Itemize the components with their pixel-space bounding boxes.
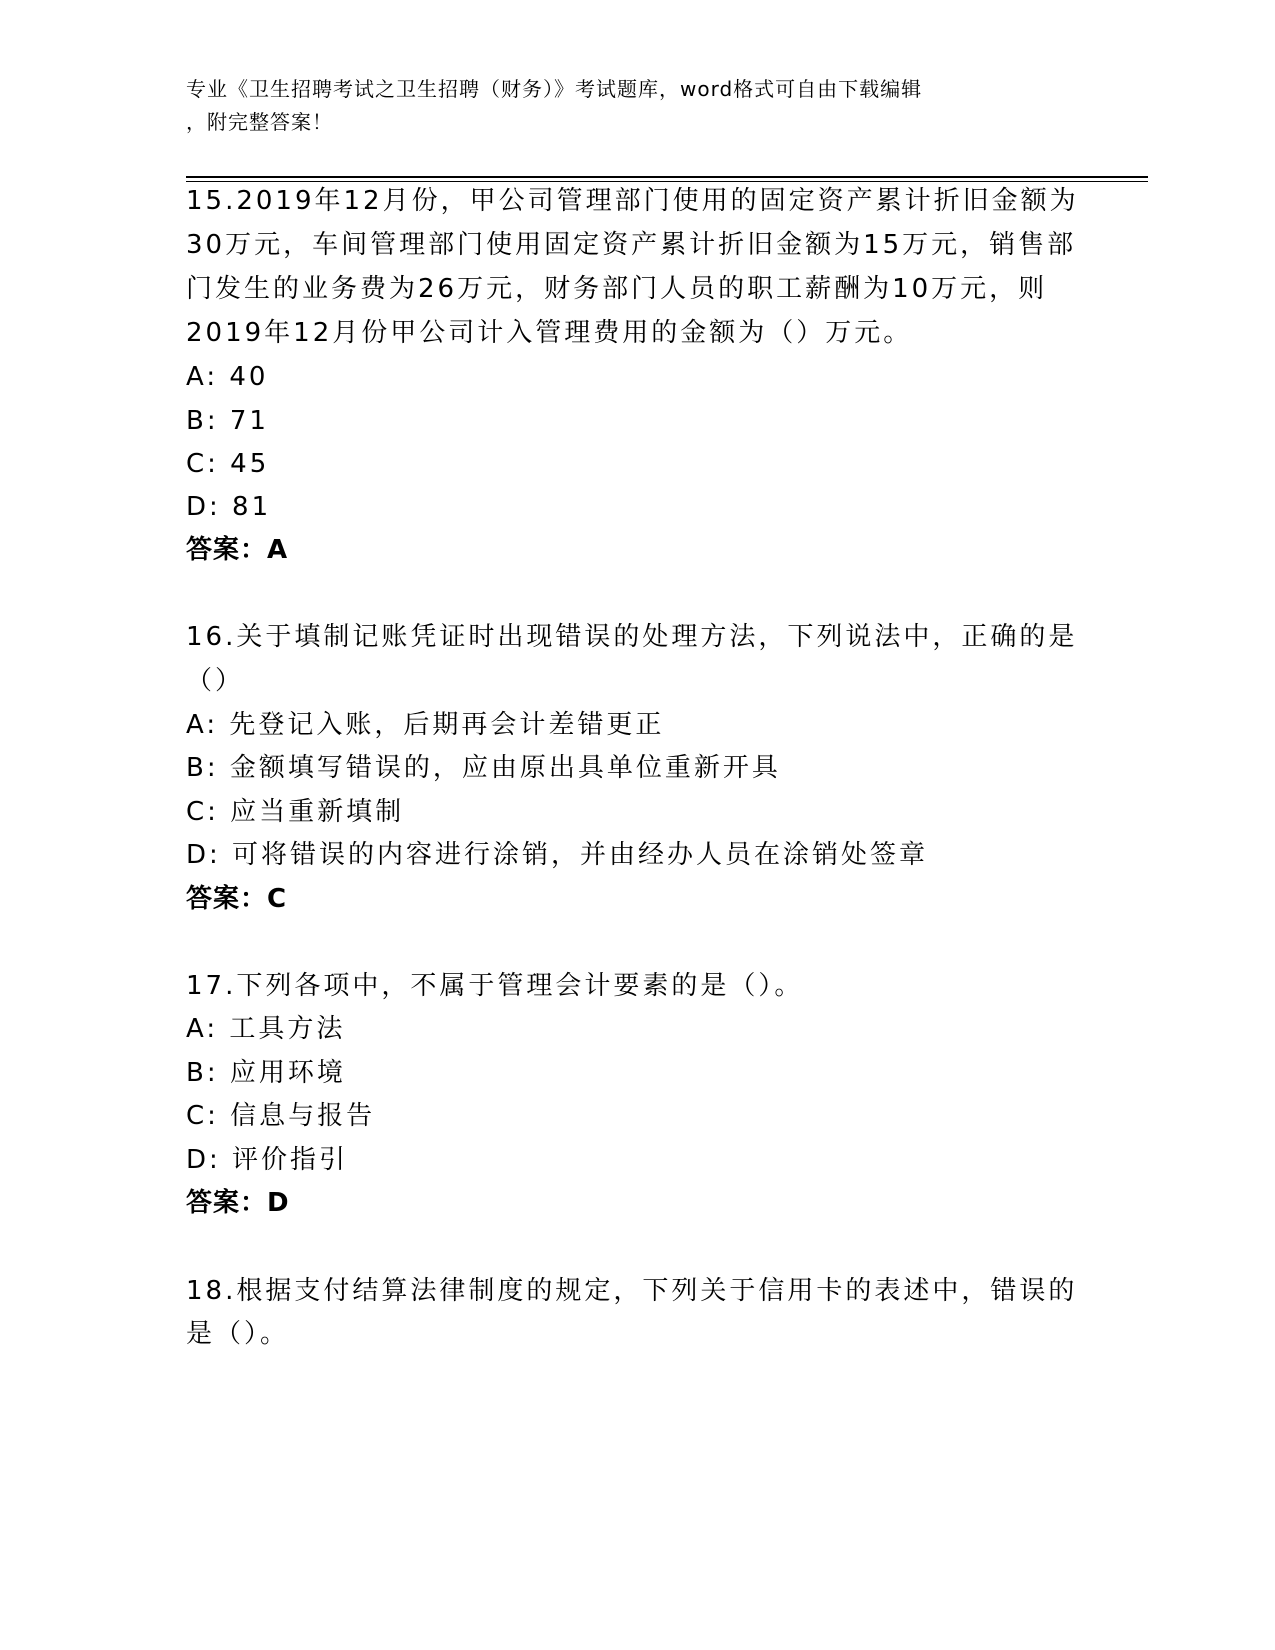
question-17-stem-line-1: 17.下列各项中，不属于管理会计要素的是（）。	[186, 971, 804, 1001]
question-17-option-a: A: 工具方法	[186, 1014, 346, 1044]
question-16-option-d: D: 可将错误的内容进行涂销，并由经办人员在涂销处签章	[186, 840, 929, 870]
question-15-stem-line-1: 15.2019年12月份，甲公司管理部门使用的固定资产累计折旧金额为	[186, 186, 1079, 216]
question-18-stem-line-1: 18.根据支付结算法律制度的规定，下列关于信用卡的表述中，错误的	[186, 1276, 1078, 1306]
question-16-option-b: B: 金额填写错误的，应由原出具单位重新开具	[186, 753, 781, 783]
question-15-answer: 答案：A	[186, 535, 289, 565]
question-16-stem-line-2: （）	[186, 666, 245, 696]
question-17-option-b: B: 应用环境	[186, 1058, 346, 1088]
header-divider	[186, 176, 1148, 182]
question-15-stem-line-2: 30万元，车间管理部门使用固定资产累计折旧金额为15万元，销售部	[186, 230, 1077, 260]
question-15-option-c: C: 45	[186, 449, 270, 479]
question-15-option-a: A: 40	[186, 362, 269, 392]
question-16-stem-line-1: 16.关于填制记账凭证时出现错误的处理方法，下列说法中，正确的是	[186, 622, 1078, 652]
header-line-2: ，附完整答案！	[186, 110, 333, 134]
question-16-answer: 答案：C	[186, 884, 288, 914]
question-18-stem-line-2: 是（）。	[186, 1319, 290, 1349]
question-15-option-b: B: 71	[186, 406, 269, 436]
question-17-option-d: D: 评价指引	[186, 1145, 349, 1175]
header-line-1: 专业《卫生招聘考试之卫生招聘（财务）》考试题库，word格式可自由下载编辑	[186, 77, 923, 101]
question-16-option-a: A: 先登记入账，后期再会计差错更正	[186, 710, 665, 740]
question-17-answer: 答案：D	[186, 1188, 290, 1218]
question-16-option-c: C: 应当重新填制	[186, 797, 405, 827]
question-15-stem-line-3: 门发生的业务费为26万元，财务部门人员的职工薪酬为10万元，则	[186, 274, 1048, 304]
document-header	[186, 73, 1086, 139]
question-17-option-c: C: 信息与报告	[186, 1101, 376, 1131]
question-15-stem-line-4: 2019年12月份甲公司计入管理费用的金额为（）万元。	[186, 318, 913, 348]
question-15-option-d: D: 81	[186, 492, 272, 522]
